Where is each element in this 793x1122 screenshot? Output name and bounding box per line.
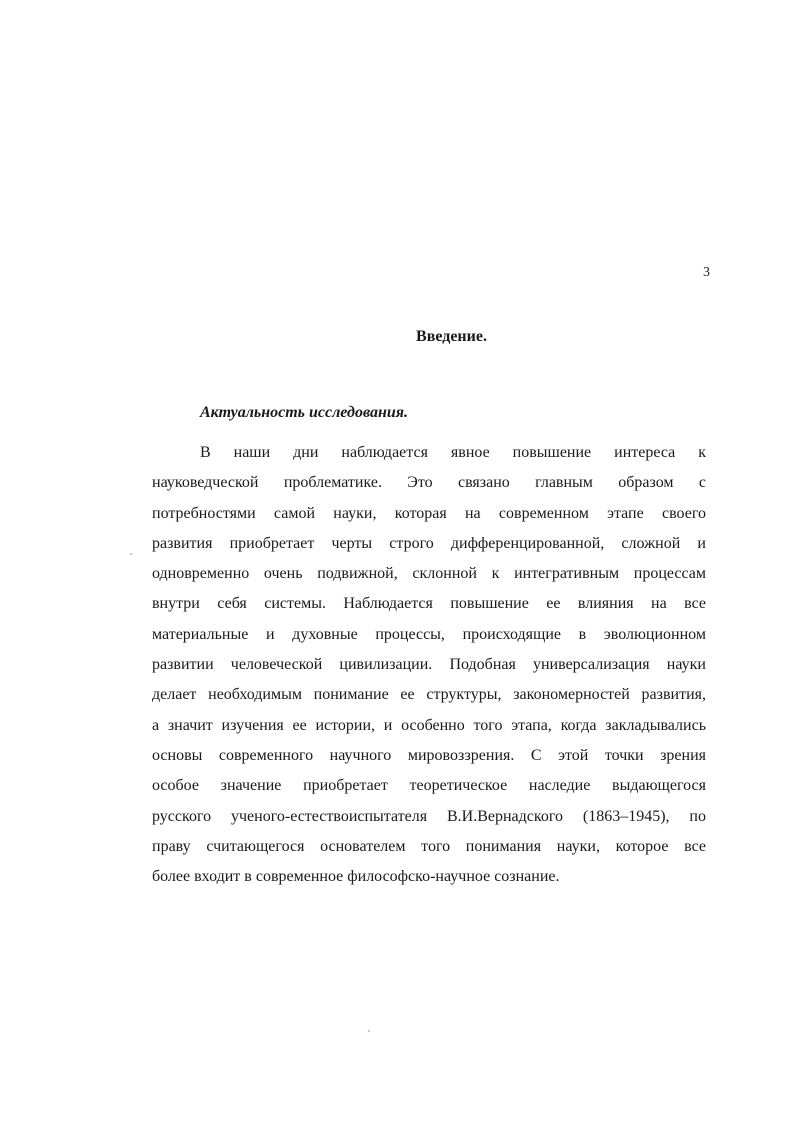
paragraph-line: делает необходимым понимание ее структуры, закономерностей развития, — [152, 686, 706, 704]
paragraph-line: а значит изучения ее истории, и особенно того этапа, когда закладывались — [152, 716, 706, 734]
paragraph-line: внутри себя системы. Наблюдается повышение ее влияния на все — [152, 595, 706, 613]
paragraph-line: праву считающегося основателем того понимания науки, которое все — [152, 837, 706, 855]
paragraph-line: развития приобретает черты строго дифференцированной, сложной и — [152, 534, 706, 552]
page-number: 3 — [703, 265, 710, 280]
scan-speck — [368, 1030, 370, 1032]
paragraph-line: более входит в современное философско-научное сознание. — [152, 868, 560, 886]
scan-speck — [130, 553, 132, 555]
paragraph-line: основы современного научного мировоззрения. С этой точки зрения — [152, 746, 706, 764]
section-heading: Введение. — [416, 328, 487, 345]
paragraph-line: В наши дни наблюдается явное повышение интереса к — [200, 444, 706, 461]
paragraph-line: особое значение приобретает теоретическое наследие выдающегося — [152, 777, 706, 795]
paragraph-line: потребностями самой науки, которая на современном этапе своего — [152, 504, 706, 522]
paragraph — [152, 438, 706, 892]
paragraph-line: русского ученого-естествоиспытателя В.И.Вернадского (1863–1945), по — [152, 807, 706, 825]
paragraph-line: одновременно очень подвижной, склонной к интегративным процессам — [152, 565, 706, 583]
paragraph-line: науковедческой проблематике. Это связано главным образом с — [152, 474, 706, 492]
paragraph-line: материальные и духовные процессы, происходящие в эволюционном — [152, 625, 706, 643]
paragraph-line: развитии человеческой цивилизации. Подобная универсализация науки — [152, 656, 706, 674]
subsection-heading: Актуальность исследования. — [200, 404, 408, 421]
